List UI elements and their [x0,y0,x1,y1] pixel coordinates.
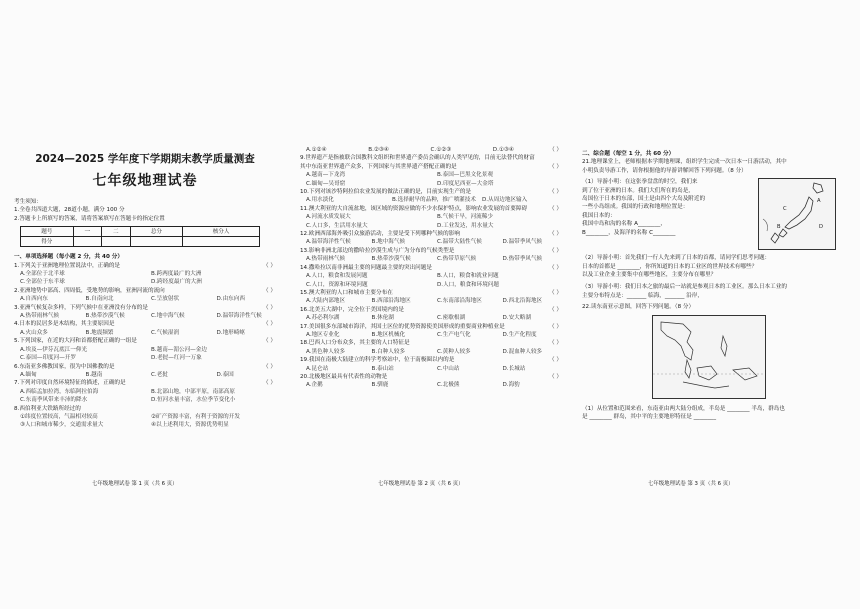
options-line [300,222,562,230]
score-cell [73,237,102,247]
answer-option: C.黄种人较多 [437,348,471,355]
answer-bracket: （ ） [263,304,276,311]
answer-option: B.②③④ [368,147,389,153]
southeast-asia-map [652,315,766,399]
answer-bracket: （ ） [549,205,562,212]
question-text: 3.亚洲气候复杂多样，下列气候中在亚洲没有分布的是 [14,304,148,311]
options-line [300,196,562,204]
answer-option: C.东南部沿海地区 [437,298,482,305]
answer-bracket: （ ） [263,363,276,370]
score-cell [130,237,183,247]
answer-option: B.西部沿海地区 [371,298,411,305]
options-line [14,371,276,379]
answer-bracket: （ ） [549,231,562,238]
q21-part3 [582,283,844,300]
answer-option: ③人口和城市稀少，交通需求量大 [20,422,104,429]
answer-bracket: （ ） [549,147,562,153]
options-line [300,281,562,289]
q21-block [582,178,844,250]
question-text: 1.下列关于亚洲地理位置说法中，正确的是 [14,262,121,269]
question-text: 7.下列对印度自然环境特征的描述，正确的是 [14,380,126,387]
question-text: 21.地理课堂上，老师根据本学期地理课，组织学生完成一次日本一日游活动，其中 [582,159,787,166]
score-table-row [21,227,260,237]
notice-line: 1.全卷共四道大题，28道小题，满分 100 分 [14,207,125,214]
map-label-b: B [777,224,781,231]
answer-option: ①纬度位置较高，气温相对较高 [20,413,98,420]
question-line [300,339,562,347]
answer-option: D.热带季风气候 [502,256,543,263]
answer-option: B.北部山地，中部平原，南部高原 [151,388,235,395]
answer-option: D.跨经度最广的大洲 [151,279,202,286]
options-line [300,272,562,280]
question-line [300,154,562,162]
answer-option: A.人口，粮食和发展问题 [306,273,368,280]
question-text: 以及工业企业主要集中在哪些地区，主要分布在哪里？ [582,272,717,279]
options-line [14,295,276,303]
options-line [300,365,562,373]
question-line [14,320,276,328]
question-text: 其中东南亚世界遗产众多，下列国家与其世界遗产搭配正确的是 [300,163,457,170]
answer-option: B.热带沙漠气候 [85,313,125,320]
question-text: 13.影响非洲北部边的撒哈拉沙漠生成与广为分布的气候类型是 [300,247,455,254]
answer-bracket: （ ） [549,163,562,170]
q21-part2 [582,254,844,279]
question-text: （1）从位置和范围来看，东南亚由两大陆分组成，半岛是 ________ 半岛，群岛也 [582,405,785,412]
question-line [14,262,276,270]
score-cell: 总分 [130,227,183,237]
answer-option: C.中山站 [437,365,460,372]
options-line [300,171,562,179]
answer-option: B.气候干旱，河流稀少 [437,214,493,221]
question-text: 岛国位于日本的东部，国土是由四个大岛及附近的 [582,196,706,203]
answer-option: B.越南—湄公河—金边 [151,346,207,353]
q21-text [582,178,752,250]
question-text: 5.下列国家，在近的大河和首都搭配正确的一组是 [14,338,137,345]
options-line [14,312,276,320]
question-line [300,323,562,331]
answer-option: B.地区机械化 [371,331,406,338]
question-text: 16.北美五大湖中，完全位于美国境内的是 [300,306,404,313]
section-heading: 二、综合题（每空 1 分，共 60 分） [582,151,675,157]
question-text: 15.澳大利亚的人口和城市主要分布在 [300,289,393,296]
answer-bracket: （ ） [263,338,276,345]
question-line [300,247,562,255]
options-line [300,146,562,154]
answer-option: A.全部位于北半球 [20,271,65,278]
score-cell [102,237,131,247]
question-text: 小明负责导游工作，请你根据他的导游讲解回答下列问题。（8 分） [582,167,747,174]
question-line [14,379,276,387]
question-line [14,287,276,295]
options-line [300,180,562,188]
answer-option: D.由东向西 [216,296,245,303]
answer-option: C.老挝 [151,371,168,378]
column-2 [300,146,562,390]
score-cell [183,237,260,247]
question-text: 19.我国在南极大陆建立的科学考察站中，位于南极圈以内的是 [300,357,455,364]
page-footer-1: 七年级地理试卷 第 1 页（共 6 页） [92,481,178,487]
question-text: 17.美国很多东部城市海洋，其国土区位的优势资源使美国形成的重要商业种植业是 [300,323,505,330]
answer-option: D.老挝—红河一万象 [151,355,202,362]
answer-option: B.选择耐旱的品种，推广喷灌技术 [392,197,476,204]
answer-option: D.长城站 [502,365,526,372]
answer-option: A.企鹅 [306,382,323,389]
answer-option: A.热带雨林气候 [306,256,346,263]
answer-option: D.从周边地区输入 [481,197,528,204]
options-line [300,255,562,263]
answer-option: A.埃及—伊芬瓦底江一仰光 [20,346,88,353]
question-text: 12.欧洲西部海外吸引众旅游活动，主要是受下列哪种气候的影响 [300,231,460,238]
answer-option: C.热带草原气候 [437,256,477,263]
answer-bracket: （ ） [549,373,562,380]
question-text: 一些小岛组成。我国的行政和地理位置是： [582,204,689,211]
answer-option: D.工业发达，用水量大 [437,222,494,229]
answer-option: D.西北沿海地区 [502,298,543,305]
answer-option: B.泰山站 [371,365,394,372]
answer-option: A.缅甸 [20,371,37,378]
score-table-row [21,237,260,247]
score-cell: 二 [102,227,131,237]
answer-bracket: （ ） [549,340,562,347]
answer-option: A.温带海洋性气候 [306,239,351,246]
question-text: （1）导游小明：在这张拳盘盘的时空，我们来 [582,179,698,186]
options-line [300,381,562,389]
answer-bracket: （ ） [263,380,276,387]
question-line [300,306,562,314]
question-text: 是 ________ 群岛，其中平的主要地形特征是 ________ [582,414,716,421]
answer-option: D.泰国 [216,371,234,378]
answer-option: A.昆仑站 [306,365,329,372]
answer-option: D.印度尼西亚—大金塔 [437,180,494,187]
answer-option: B.人口，粮食和就业问题 [437,273,499,280]
question-text: 22.读东南亚示意图，回答下列问题。（8 分） [582,304,695,311]
answer-option: B.地震频繁 [85,329,114,336]
answer-bracket: （ ） [549,264,562,271]
answer-option: B.越南 [85,371,103,378]
answer-bracket: （ ） [549,247,562,254]
answer-option: C.呈放射状 [151,296,180,303]
options-line [300,348,562,356]
score-cell: 得分 [21,237,74,247]
q22-part1 [582,405,844,422]
answer-option: D.海豹 [502,382,520,389]
exam-header: 2024—2025 学年度下学期期末教学质量测查 [35,153,255,165]
question-text: 10.下列对该沙特阿拉伯农业发展的做法正确的是，目前实现生产的是 [300,189,472,196]
question-line [14,363,276,371]
answer-option: D.温带季风气候 [502,239,543,246]
answer-option: C.东南季风带来丰沛的降水 [20,397,88,404]
options-line [14,346,276,354]
question-text: （2）导游小明：首先我们一行人先来到了日本的首都，请同学们思考问题： [582,255,771,262]
answer-option: A.地区专业化 [306,331,340,338]
question-text: 20.北极地区最具有代表性的动物是 [300,373,388,380]
question-line [300,188,562,196]
question-line [300,264,562,272]
options-line [14,421,276,429]
answer-option: D.温带海洋性气候 [216,313,262,320]
question-line [300,230,562,238]
answer-option: A.河流水质发展大 [306,214,351,221]
answer-option: D.恒河水量丰富，水位季节变化小 [151,397,236,404]
answer-option: D.安大略湖 [502,315,531,322]
answer-option: C.温带大陆性气候 [437,239,482,246]
answer-option: A.大陆内部地区 [306,298,346,305]
answer-option: C.①②③ [430,147,452,153]
notice-line: 2.答题卡上所填写的答案，请将答案填写在答题卡的指定位置 [14,215,165,222]
answer-option: B.驯鹿 [371,382,389,389]
answer-option: A.黑色种人较多 [306,348,346,355]
score-cell: 一 [73,227,102,237]
answer-bracket: （ ） [263,321,276,328]
options-line [300,314,562,322]
answer-option: A.火山众多 [20,329,48,336]
options-line [14,329,276,337]
answer-option: C.密歇根湖 [437,315,466,322]
answer-option: B.白种人较多 [371,348,406,355]
answer-option: C.生产电气化 [437,331,471,338]
question-line [300,205,562,213]
question-text: 2.亚洲地势中部高、四周低，受地势的影响，亚洲河流的流向 [14,287,165,294]
answer-option: B.跨两度最广的大洲 [151,271,202,278]
question-text: 11.澳大利亚的大自流盆地，该区域的资源应做的不少水保护特点，影响农业发展的首要障碍 [300,205,528,212]
score-cell: 核分人 [183,227,260,237]
question-text: 14.撒哈拉以南非洲最主要的问题最主要的突出问题是 [300,264,432,271]
question-text: 18.巴西人口分布众多，其主要的人口特征是 [300,340,410,347]
question-text: 9.世界遗产是指被联合国教科文组织和世界遗产委员会确认的人类罕见的，目前无法替代的财富 [300,155,535,162]
answer-option: C.泰国—印度河—开罗 [20,355,77,362]
answer-option: C.人口，资源和环境问题 [306,281,368,288]
column-1 [14,140,276,430]
options-line [14,396,276,404]
answer-option: A.用水淡化 [306,197,334,204]
column-3 [582,146,844,421]
question-text: 我国中岛和沟的名称 A________， [582,221,666,228]
answer-option: B.休伦湖 [371,315,394,322]
answer-option: C.气候湿润 [151,329,180,336]
answer-bracket: （ ） [263,262,276,269]
answer-bracket: （ ） [549,357,562,364]
options-line [14,354,276,362]
question-line [300,356,562,364]
answer-option: B.热带沙漠气候 [371,256,411,263]
options-line [14,388,276,396]
answer-option: A.①②④ [306,147,327,153]
japan-map [758,178,836,250]
answer-option: C.缅甸—吴哥窟 [306,180,346,187]
answer-option: C.地中海气候 [151,313,185,320]
question-line [300,373,562,381]
page-footer-2: 七年级地理试卷 第 2 页（共 6 页） [378,481,464,487]
question-text: 我国日本的： [582,212,616,219]
southeast-asia-map-drawing [653,316,765,398]
map-label-c: C [783,206,787,213]
question-text: 到了位于亚洲的日本。我们大们所在的岛是， [582,187,694,194]
options-line [300,213,562,221]
section-heading: 一、单项选择题（每小题 2 分，共 40 分） [14,254,123,261]
question-line [300,289,562,297]
answer-option: ②矿产资源丰富，有利于资源的开发 [151,413,240,420]
answer-option: D.混血种人较多 [502,348,543,355]
question-list [300,146,562,390]
score-cell: 题号 [21,227,74,237]
score-table [20,226,260,247]
answer-option: B.泰国—巴黑文化景观 [437,172,493,179]
japan-map-drawing [759,179,835,249]
answer-option: A.越南—下龙湾 [306,172,346,179]
answer-bracket: （ ） [549,306,562,313]
question-text: 日本的首都是 ________，你所知道的日本的工业区的世界技术有哪些？ [582,263,758,270]
answer-bracket: （ ） [263,287,276,294]
options-line [14,413,276,421]
question-list [14,262,276,430]
question-text: （3）导游小明：我们日本之旅的最后一站就是参观日本的工业区。那么日本工业的 [582,284,787,291]
answer-option: B.地中海气候 [371,239,406,246]
answer-option: C.全部位于东半球 [20,279,65,286]
answer-option: A.热带雨林气候 [20,313,60,320]
answer-option: D.地形崎岖 [216,329,245,336]
question-line [14,405,276,413]
options-line [14,278,276,286]
question-line [14,337,276,345]
answer-option: D.人口，粮食和环境问题 [437,281,500,288]
answer-option: A.苏必利尔湖 [306,315,340,322]
options-line [300,238,562,246]
page-footer-3: 七年级地理试卷 第 3 页（共 6 页） [648,481,734,487]
notice-heading: 考生须知： [14,199,42,205]
answer-option: A.西临孟加拉湾，东临阿拉伯海 [20,388,99,395]
answer-bracket: （ ） [549,323,562,330]
answer-bracket: （ ） [549,289,562,296]
answer-option: D.①③④ [492,147,514,153]
exam-title: 七年级地理试卷 [92,173,198,189]
answer-option: A.自西向东 [20,296,48,303]
answer-bracket: （ ） [549,189,562,196]
question-text: 主要分布特点是：_______ 临海，_______ 沿岸， [582,292,704,299]
question-line [14,304,276,312]
question-line [300,163,562,171]
options-line [300,297,562,305]
answer-option: B.自南向北 [85,296,114,303]
question-text: 6.东南亚多佛教国家，很为中国佛教的是 [14,363,115,370]
question-text: B________，及海洋的名称 C________ [582,229,676,236]
answer-option: C.人口多，生活用水量大 [306,222,368,229]
answer-option: C.北极熊 [437,382,460,389]
map-label-a: A [817,198,821,205]
map-label-d: D [819,224,823,231]
answer-option: ④以上述利用大，资源优势明显 [151,422,229,429]
options-line [300,331,562,339]
answer-option: D.生产化程度 [502,331,537,338]
question-text: 4.日本的民居多是木结构，其主要原因是 [14,321,115,328]
question-text: 8.西伯利亚大铁路所经过的 [14,405,81,412]
options-line [14,270,276,278]
